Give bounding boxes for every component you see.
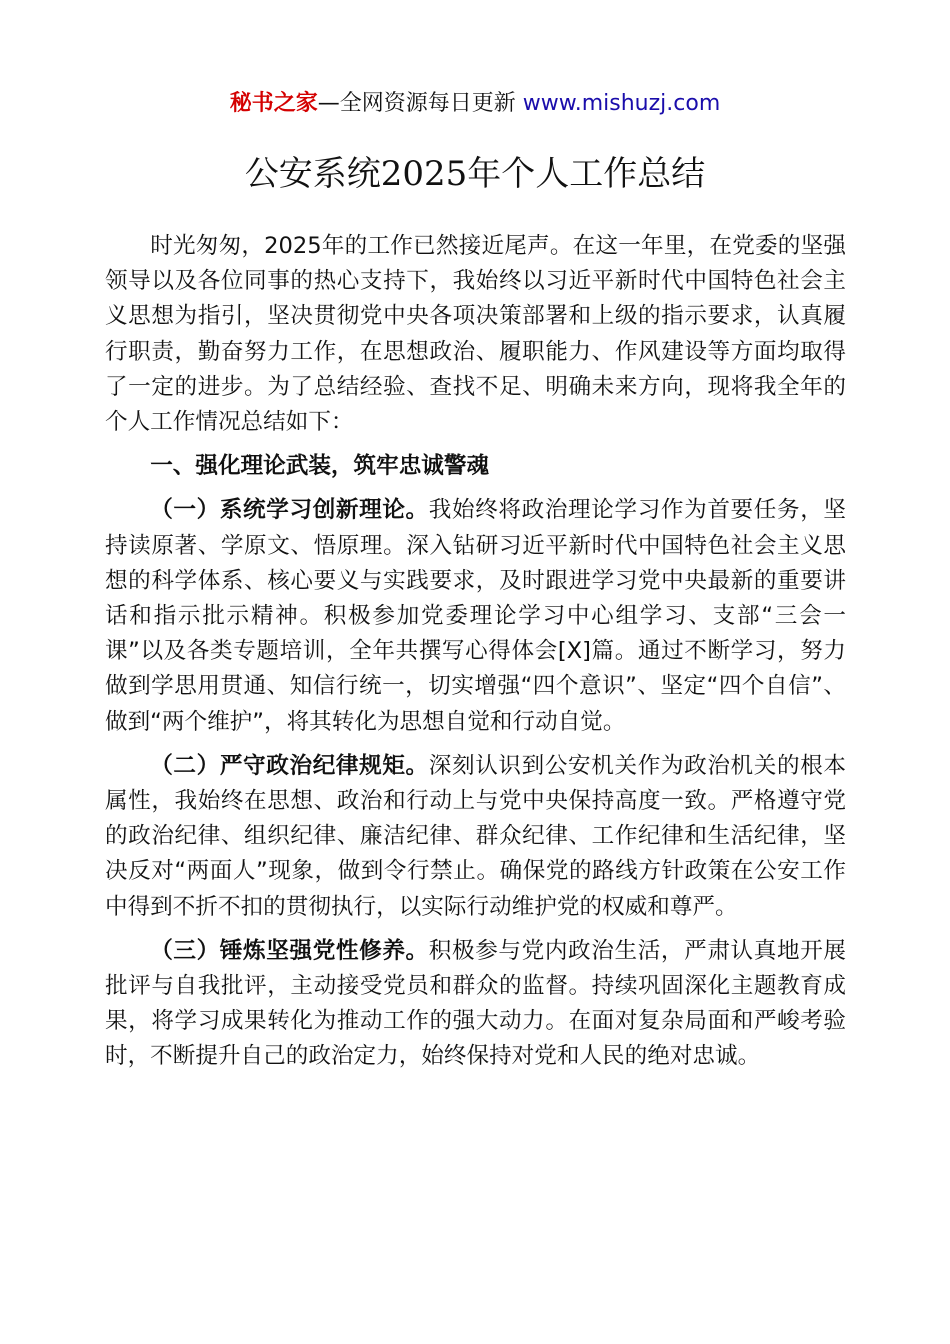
intro-paragraph: 时光匆匆，2025年的工作已然接近尾声。在这一年里，在党委的坚强领导以及各位同事的热心支持下，我始终以习近平新时代中国特色社会主义思想为指引，坚决贯彻党中央各项决策部署和上级的指示要求，认真履行职责，勤奋努力工作，在思想政治、履职能力、作风建设等方面均取得了一定的进步。为了总结经验、查找不足、明确未来方向，现将我全年的个人工作情况总结如下： [105, 233, 846, 436]
section-heading: 一、强化理论武装，筑牢忠诚警魂 [150, 453, 490, 480]
site-url-link[interactable]: www.mishuzj.com [522, 91, 721, 116]
paragraph-text: 积极参与党内政治生活，严肃认真地开展批评与自我批评，主动接受党员和群众的监督。持续巩固深化主题教育成果，将学习成果转化为推动工作的强大动力。在面对复杂局面和严峻考验时，不断提升自己的政治定力，始终保持对党和人民的绝对忠诚。 [105, 937, 847, 1070]
paragraph-lead: （二）严守政治纪律规矩。 [150, 752, 429, 779]
paragraph-lead: （三）锤炼坚强党性修养。 [150, 937, 429, 964]
document-title: 公安系统2025年个人工作总结 [244, 154, 706, 194]
paragraph-item-3 [105, 934, 846, 1075]
paragraph-text: 我始终将政治理论学习作为首要任务，坚持读原著、学原文、悟原理。深入钻研习近平新时代中国特色社会主义思想的科学体系、核心要义与实践要求，及时跟进学习党中央最新的重要讲话和指示批示精神。积极参加党委理论学习中心组学习、支部“三会一课”以及各类专题培训，全年共撰写心得体会[X]篇。通过不断学习，努力做到学思用贯通、知信行统一，切实增强“四个意识”、坚定“四个自信”、做到“两个维护”，将其转化为思想自觉和行动自觉。 [105, 497, 847, 735]
paragraph-lead: （一）系统学习创新理论。 [150, 497, 429, 524]
header-tagline: —全网资源每日更新 [317, 91, 523, 116]
paragraph-text: 深刻认识到公安机关作为政治机关的根本属性，我始终在思想、政治和行动上与党中央保持高度一致。严格遵守党的政治纪律、组织纪律、廉洁纪律、群众纪律、工作纪律和生活纪律，坚决反对“两面人”现象，做到令行禁止。确保党的路线方针政策在公安工作中得到不折不扣的贯彻执行，以实际行动维护党的权威和尊严。 [105, 752, 847, 920]
paragraph-item-2 [105, 749, 846, 925]
document-body [105, 229, 846, 1075]
brand-name: 秘书之家 [229, 91, 318, 116]
paragraph-item-1 [105, 493, 846, 739]
site-header [0, 88, 950, 120]
